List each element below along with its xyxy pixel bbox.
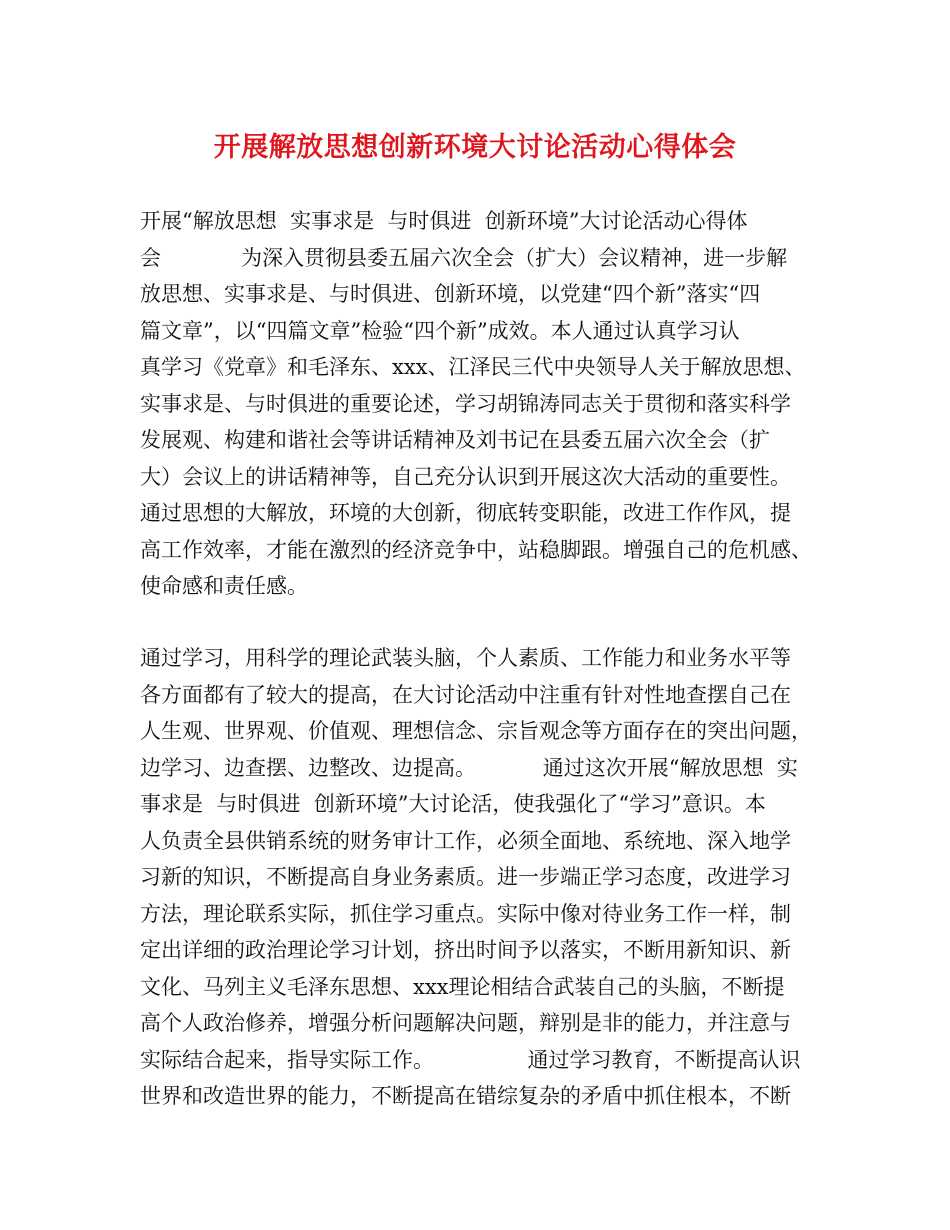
paragraph-line: 定出详细的政治理论学习计划，挤出时间予以落实，不断用新知识、新	[140, 938, 791, 962]
paragraph-line: 篇文章”，以“四篇文章”检验“四个新”成效。本人通过认真学习认	[140, 318, 740, 343]
paragraph-line: 高工作效率，才能在激烈的经济竞争中，站稳脚跟。增强自己的危机感、	[140, 537, 812, 562]
paragraph-line: 实际结合起来，指导实际工作。 通过学习教育，不断提高认识	[140, 1047, 801, 1072]
paragraph-line: 方法，理论联系实际，抓住学习重点。实际中像对待业务工作一样，制	[140, 901, 791, 926]
paragraph-line: 实事求是、与时俱进的重要论述，学习胡锦涛同志关于贯彻和落实科学	[140, 391, 791, 416]
document-title: 开展解放思想创新环境大讨论活动心得体会	[213, 132, 737, 163]
paragraph-line: 事求是 与时俱进 创新环境”大讨论活，使我强化了“学习”意识。本	[140, 792, 766, 816]
paragraph-line: 会 为深入贯彻县委五届六次全会（扩大）会议精神，进一步解	[140, 245, 788, 270]
paragraph-2	[140, 640, 820, 1115]
paragraph-line: 使命感和责任感。	[140, 574, 308, 598]
paragraph-line: 通过思想的大解放，环境的大创新，彻底转变职能，改进工作作风，提	[140, 501, 791, 525]
paragraph-line: 真学习《党章》和毛泽东、xxx、江泽民三代中央领导人关于解放思想、	[140, 355, 806, 379]
paragraph-line: 世界和改造世界的能力，不断提高在错综复杂的矛盾中抓住根本，不断	[140, 1084, 791, 1108]
paragraph-line: 人负责全县供销系统的财务审计工作，必须全面地、系统地、深入地学	[140, 828, 791, 853]
paragraph-line: 边学习、边查摆、边整改、边提高。 通过这次开展“解放思想 实	[140, 755, 798, 780]
paragraph-line: 习新的知识，不断提高自身业务素质。进一步端正学习态度，改进学习	[140, 865, 791, 889]
paragraph-1	[140, 203, 820, 605]
paragraph-line: 大）会议上的讲话精神等，自己充分认识到开展这次大活动的重要性。	[140, 464, 791, 489]
paragraph-line: 发展观、构建和谐社会等讲话精神及刘书记在县委五届六次全会（扩	[140, 428, 770, 452]
paragraph-line: 高个人政治修养，增强分析问题解决问题，辩别是非的能力，并注意与	[140, 1011, 791, 1035]
paragraph-line: 人生观、世界观、价值观、理想信念、宗旨观念等方面存在的突出问题，	[140, 719, 812, 743]
paragraph-line: 各方面都有了较大的提高，在大讨论活动中注重有针对性地查摆自己在	[140, 682, 791, 707]
paragraph-line: 文化、马列主义毛泽东思想、xxx理论相结合武装自己的头脑，不断提	[140, 974, 785, 999]
paragraph-line: 通过学习，用科学的理论武装头脑，个人素质、工作能力和业务水平等	[140, 646, 791, 670]
paragraph-line: 放思想、实事求是、与时俱进、创新环境，以党建“四个新”落实“四	[140, 282, 761, 306]
paragraph-line: 开展“解放思想 实事求是 与时俱进 创新环境”大讨论活动心得体	[140, 209, 748, 233]
